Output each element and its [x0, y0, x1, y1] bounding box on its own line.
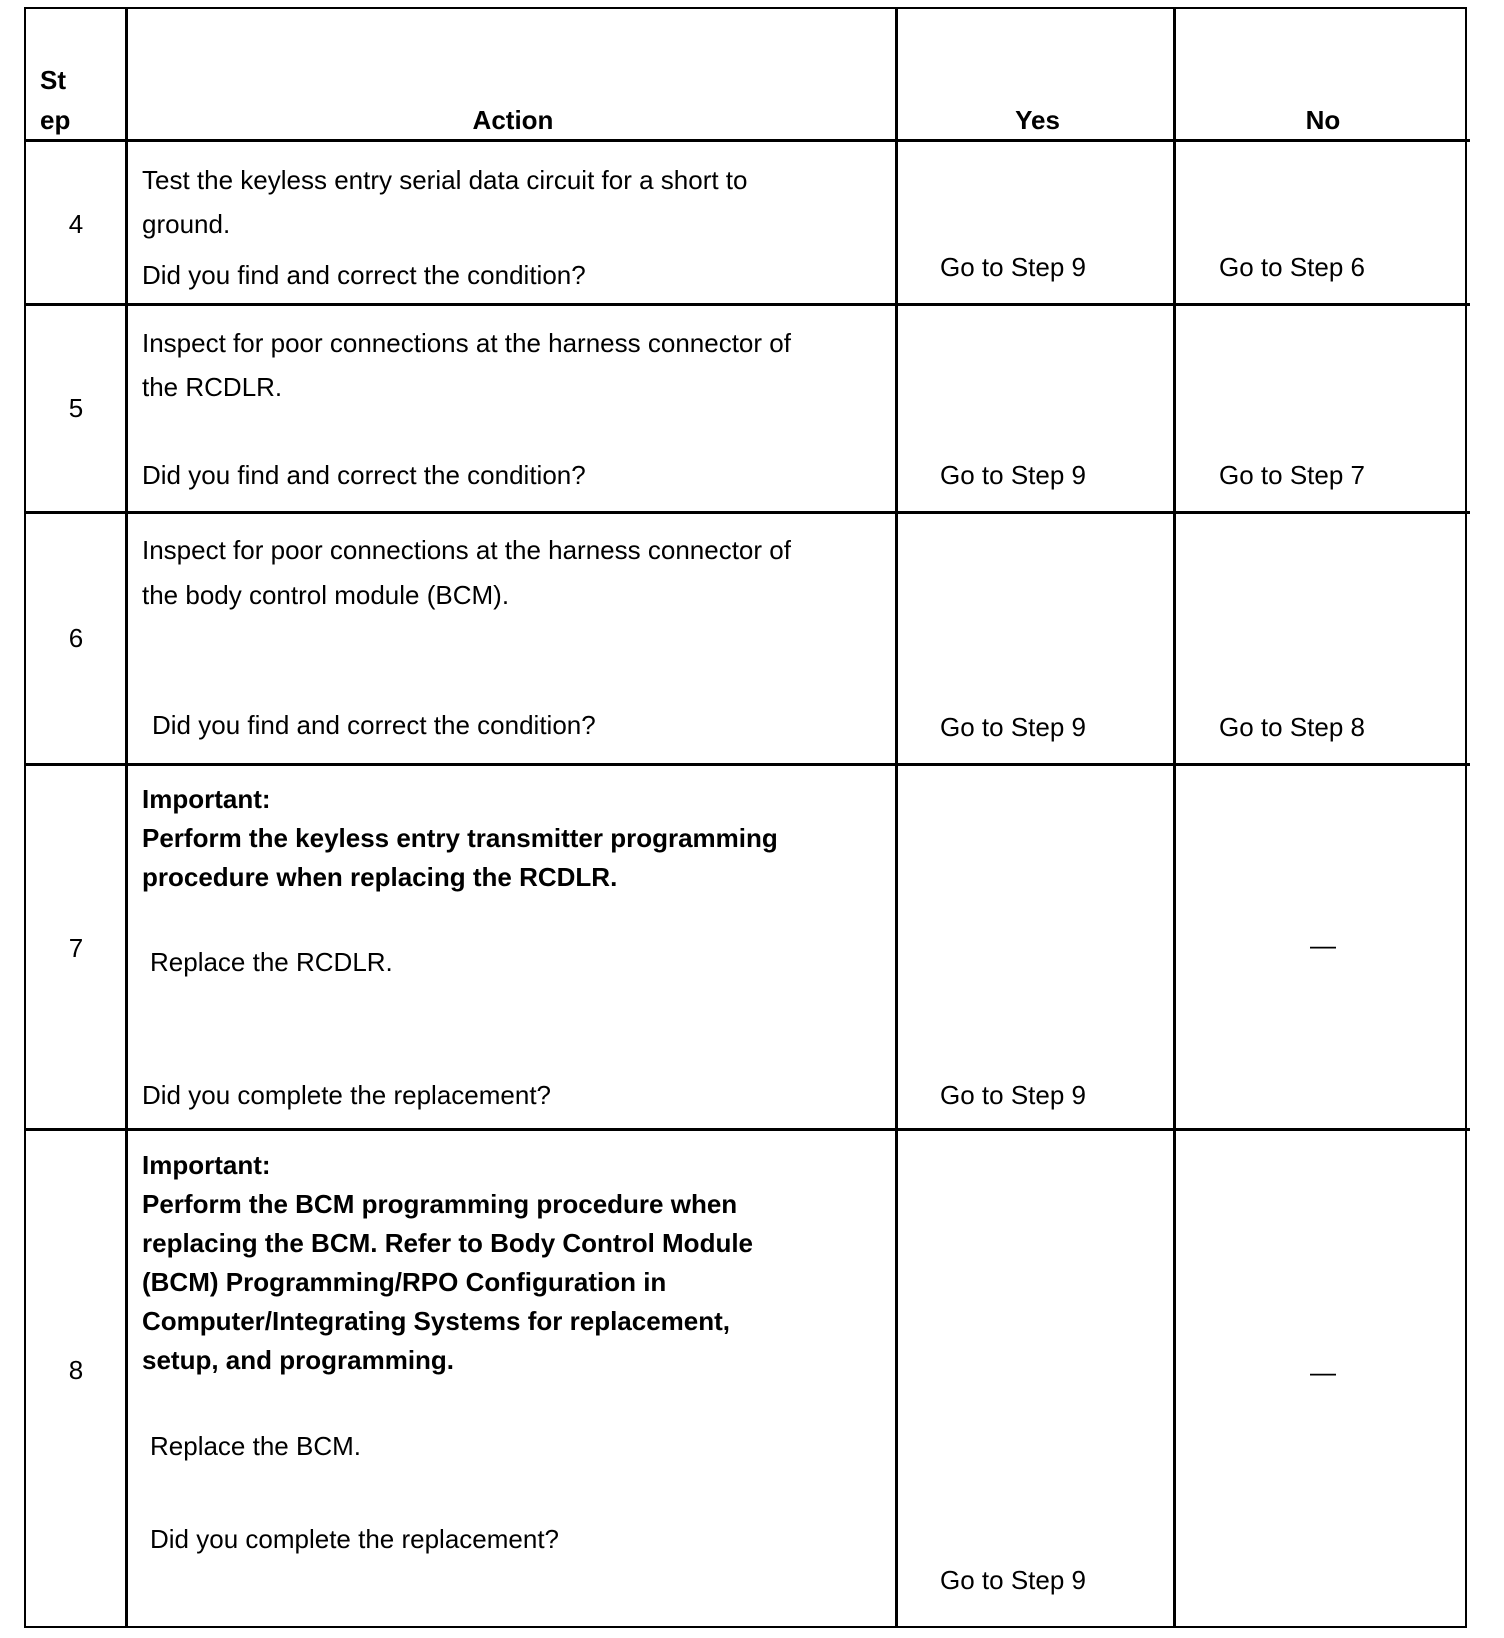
header-action: Action — [472, 105, 554, 135]
question-text: Did you find and correct the condition? — [152, 710, 596, 740]
no-result-dash: — — [1310, 1357, 1336, 1387]
important-line: procedure when replacing the RCDLR. — [142, 862, 618, 892]
column-divider — [1173, 7, 1176, 1628]
question-text: Did you find and correct the condition? — [142, 460, 586, 490]
question-text: Did you find and correct the condition? — [142, 260, 586, 290]
yes-result: Go to Step 9 — [940, 712, 1086, 742]
important-label: Important: — [142, 1150, 271, 1180]
important-line: Perform the BCM programming procedure when — [142, 1189, 738, 1219]
no-result: Go to Step 7 — [1219, 460, 1365, 490]
action-text: ground. — [142, 209, 231, 239]
action-text: Inspect for poor connections at the harness connector of — [142, 535, 791, 565]
instruction-text: Replace the RCDLR. — [150, 947, 393, 977]
yes-result: Go to Step 9 — [940, 1565, 1086, 1595]
step-number: 5 — [68, 393, 84, 423]
row-divider — [24, 303, 1470, 306]
no-result-dash: — — [1310, 930, 1336, 960]
no-result: Go to Step 8 — [1219, 712, 1365, 742]
important-line: Perform the keyless entry transmitter programming — [142, 823, 778, 853]
row-divider — [24, 139, 1470, 142]
row-divider — [24, 511, 1470, 514]
action-text: Inspect for poor connections at the harness connector of — [142, 328, 791, 358]
header-step-line1: St — [40, 65, 66, 95]
important-line: setup, and programming. — [142, 1345, 455, 1375]
important-label: Important: — [142, 784, 271, 814]
important-note — [142, 780, 778, 897]
yes-result: Go to Step 9 — [940, 460, 1086, 490]
action-text: the body control module (BCM). — [142, 580, 510, 610]
important-note — [142, 1146, 753, 1380]
yes-result: Go to Step 9 — [940, 252, 1086, 282]
row-divider — [24, 763, 1470, 766]
no-result: Go to Step 6 — [1219, 252, 1365, 282]
step-number: 7 — [68, 933, 84, 963]
header-no: No — [1305, 105, 1341, 135]
column-divider — [125, 7, 128, 1628]
yes-result: Go to Step 9 — [940, 1080, 1086, 1110]
step-number: 6 — [68, 623, 84, 653]
header-step-line2: ep — [40, 105, 71, 135]
question-text: Did you complete the replacement? — [150, 1524, 560, 1554]
column-divider — [895, 7, 898, 1628]
important-line: (BCM) Programming/RPO Configuration in — [142, 1267, 667, 1297]
step-number: 8 — [68, 1355, 84, 1385]
header-yes: Yes — [1015, 105, 1060, 135]
instruction-text: Replace the BCM. — [150, 1431, 361, 1461]
important-line: replacing the BCM. Refer to Body Control Module — [142, 1228, 754, 1258]
important-line: Computer/Integrating Systems for replacement, — [142, 1306, 731, 1336]
step-number: 4 — [68, 209, 84, 239]
row-divider — [24, 1128, 1470, 1131]
question-text: Did you complete the replacement? — [142, 1080, 552, 1110]
action-text: Test the keyless entry serial data circuit for a short to — [142, 165, 748, 195]
action-text: the RCDLR. — [142, 372, 283, 402]
